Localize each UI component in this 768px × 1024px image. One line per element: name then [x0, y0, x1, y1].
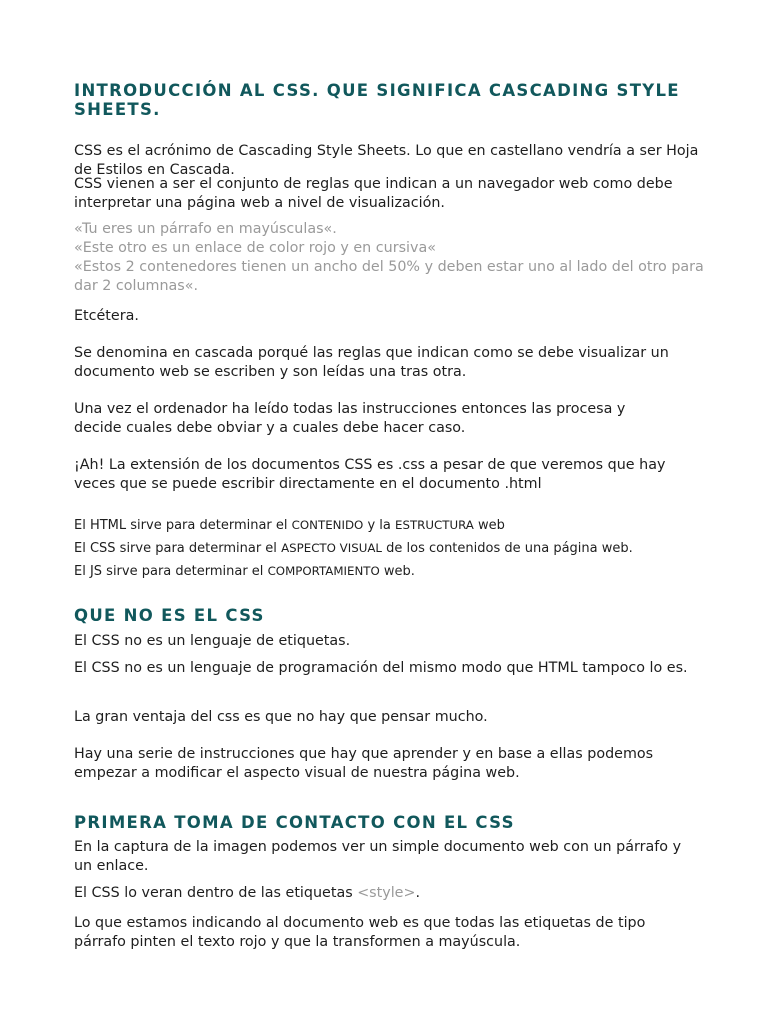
- cascade-paragraph: Se denomina en cascada porqué las reglas que indican como se debe visualizar un documento web se escriben y son leídas una tras otra.: [74, 345, 669, 380]
- quote-1: «Tu eres un párrafo en mayúsculas«.: [74, 221, 337, 237]
- contact-paragraph-1: En la captura de la imagen podemos ver un simple documento web con un párrafo y un enlace.: [74, 839, 682, 874]
- quote-3: «Estos 2 contenedores tienen un ancho del 50% y deben estar uno al lado del otro para dar 2 columnas«.: [74, 259, 704, 294]
- js-role-line: [74, 560, 704, 584]
- contact-paragraph-2: [74, 884, 699, 903]
- intro-paragraph-1: CSS es el acrónimo de Cascading Style Sheets. Lo que en castellano vendría a ser Hoja de Estilos en Cascada.: [74, 143, 699, 178]
- contact-text-2: .: [415, 885, 420, 901]
- contact-text: El CSS lo veran dentro de las etiquetas: [74, 885, 358, 901]
- css-role-line: [74, 537, 704, 561]
- style-tag-code: <style>: [357, 885, 416, 901]
- html-role-text: El HTML sirve para determinar el: [74, 518, 292, 533]
- css-role-text: El CSS sirve para determinar el: [74, 541, 282, 556]
- css-role-text-2: de los contenidos de una página web.: [381, 541, 633, 556]
- heading-not-css: QUE NO ES EL CSS: [74, 606, 265, 625]
- not-css-paragraph-1: El CSS no es un lenguaje de etiquetas.: [74, 633, 351, 649]
- not-css-paragraph-3: La gran ventaja del css es que no hay que pensar mucho.: [74, 709, 488, 725]
- contact-paragraph-3: Lo que estamos indicando al documento web es que todas las etiquetas de tipo párrafo pinten el texto rojo y que la transformen a mayúscula.: [74, 915, 646, 950]
- html-role-contenido: CONTENIDO: [291, 518, 364, 532]
- html-role-text-2: y la: [363, 518, 396, 533]
- heading-first-contact: PRIMERA TOMA DE CONTACTO CON EL CSS: [74, 813, 515, 832]
- not-css-paragraph-2: El CSS no es un lenguaje de programación del mismo modo que HTML tampoco lo es.: [74, 660, 688, 676]
- html-role-line: [74, 514, 704, 538]
- js-role-comportamiento: COMPORTAMIENTO: [267, 564, 380, 578]
- extension-paragraph: ¡Ah! La extensión de los documentos CSS es .css a pesar de que veremos que hay veces que se puede escribir directamente en el documento .html: [74, 457, 666, 492]
- process-paragraph: Una vez el ordenador ha leído todas las instrucciones entonces las procesa y decide cuales debe obviar y a cuales debe hacer caso.: [74, 401, 626, 436]
- html-role-estructura: ESTRUCTURA: [395, 518, 474, 532]
- quote-2: «Este otro es un enlace de color rojo y en cursiva«: [74, 240, 436, 256]
- etc-paragraph: Etcétera.: [74, 308, 139, 324]
- js-role-text: El JS sirve para determinar el: [74, 564, 268, 579]
- not-css-paragraph-4: Hay una serie de instrucciones que hay que aprender y en base a ellas podemos empezar a modificar el aspecto visual de nuestra página web.: [74, 746, 654, 781]
- html-role-text-3: web: [473, 518, 505, 533]
- js-role-text-2: web.: [379, 564, 415, 579]
- heading-intro: INTRODUCCIÓN AL CSS. QUE SIGNIFICA CASCADING STYLE SHEETS.: [74, 81, 680, 119]
- intro-paragraph-2: CSS vienen a ser el conjunto de reglas que indican a un navegador web como debe interpretar una página web a nivel de visualización.: [74, 176, 673, 211]
- css-role-aspecto: ASPECTO VISUAL: [281, 541, 382, 555]
